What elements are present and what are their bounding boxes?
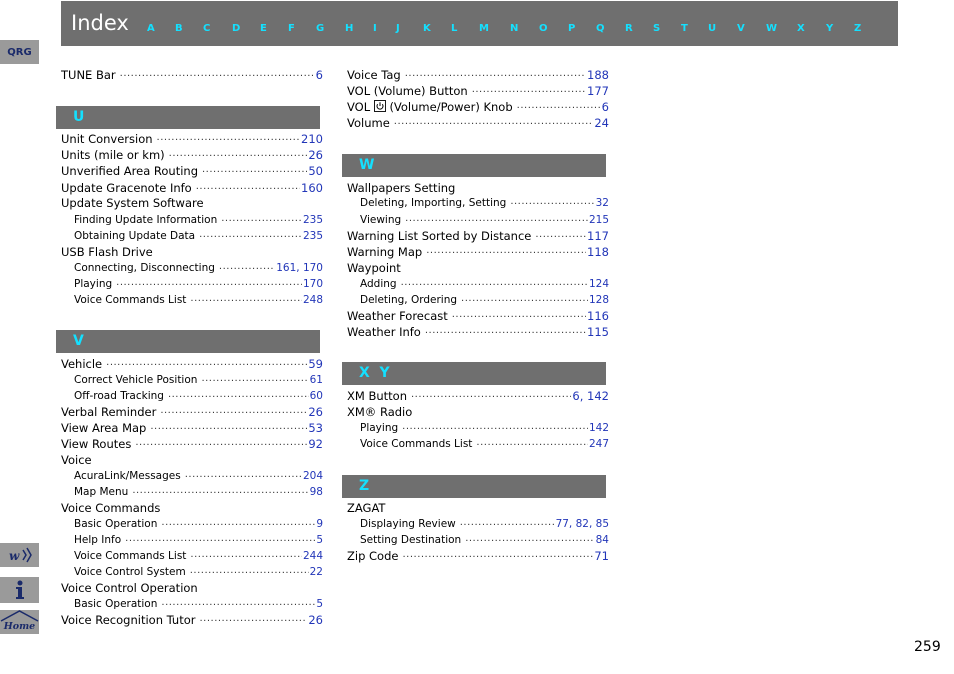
letter-link-u[interactable]: U xyxy=(708,23,717,34)
index-subentry[interactable]: Obtaining Update Data ..... 235 xyxy=(74,227,323,243)
info-icon xyxy=(13,580,27,600)
index-entry[interactable]: TUNE Bar ..... 6 xyxy=(61,66,323,82)
index-entry[interactable]: Voice Recognition Tutor ..... 26 xyxy=(61,611,323,627)
index-subentry[interactable]: Voice Commands List ..... 247 xyxy=(360,435,609,451)
index-subentry[interactable]: Viewing ..... 215 xyxy=(360,211,609,227)
qrg-label: QRG xyxy=(7,46,32,58)
letter-link-s[interactable]: S xyxy=(653,23,661,34)
letter-link-g[interactable]: G xyxy=(316,23,325,34)
letter-link-z[interactable]: Z xyxy=(854,23,862,34)
index-entry-group: Update System Software xyxy=(61,196,204,210)
index-entry[interactable]: Weather Info ..... 115 xyxy=(347,323,609,339)
letter-link-i[interactable]: I xyxy=(373,23,377,34)
index-subentry[interactable]: Playing ..... 170 xyxy=(74,275,323,291)
index-subentry[interactable]: Basic Operation ..... 9 xyxy=(74,515,323,531)
qrg-button[interactable] xyxy=(0,40,39,64)
index-entry[interactable]: View Area Map ..... 53 xyxy=(61,419,323,435)
index-entry[interactable]: XM Button ..... 6, 142 xyxy=(347,387,609,403)
index-entry[interactable]: Units (mile or km) ..... 26 xyxy=(61,146,323,162)
index-entry[interactable]: Warning List Sorted by Distance ..... 117 xyxy=(347,227,609,243)
index-entry-group: XM® Radio xyxy=(347,405,413,419)
index-entry[interactable]: Unverified Area Routing ..... 50 xyxy=(61,162,323,178)
info-button[interactable] xyxy=(0,577,39,603)
section-header-v: V xyxy=(56,330,320,353)
index-entry[interactable]: Warning Map ..... 118 xyxy=(347,243,609,259)
page-title: Index xyxy=(71,11,129,35)
index-subentry[interactable]: Deleting, Ordering ..... 128 xyxy=(360,291,609,307)
index-subentry[interactable]: Map Menu ..... 98 xyxy=(74,483,323,499)
index-entry[interactable]: Voice Tag ..... 188 xyxy=(347,66,609,82)
letter-link-q[interactable]: Q xyxy=(596,23,605,34)
letter-link-j[interactable]: J xyxy=(396,23,400,34)
letter-link-k[interactable]: K xyxy=(423,23,431,34)
index-entry-group: ZAGAT xyxy=(347,501,386,515)
index-entry[interactable]: Update Gracenote Info ..... 160 xyxy=(61,179,323,195)
letter-link-h[interactable]: H xyxy=(345,23,354,34)
page-number: 259 xyxy=(914,639,941,655)
index-subentry[interactable]: Connecting, Disconnecting ..... 161, 170 xyxy=(74,259,323,275)
index-subentry[interactable]: AcuraLink/Messages ..... 204 xyxy=(74,467,323,483)
letter-link-m[interactable]: M xyxy=(479,23,489,34)
section-header-z: Z xyxy=(342,475,606,498)
home-button[interactable] xyxy=(0,610,39,634)
section-header-xy: X Y xyxy=(342,362,606,385)
section-header-u: U xyxy=(56,106,320,129)
letter-link-f[interactable]: F xyxy=(288,23,295,34)
index-subentry[interactable]: Voice Control System ..... 22 xyxy=(74,563,323,579)
index-entry[interactable]: Unit Conversion ..... 210 xyxy=(61,130,323,146)
index-subentry[interactable]: Displaying Review ..... 77, 82, 85 xyxy=(360,515,609,531)
index-subentry[interactable]: Setting Destination ..... 84 xyxy=(360,531,609,547)
index-entry[interactable]: Vehicle ..... 59 xyxy=(61,355,323,371)
letter-link-x[interactable]: X xyxy=(797,23,805,34)
home-icon xyxy=(0,610,39,634)
letter-link-y[interactable]: Y xyxy=(826,23,834,34)
index-entry-group: Voice xyxy=(61,453,92,467)
letter-link-n[interactable]: N xyxy=(510,23,519,34)
index-subentry[interactable]: Voice Commands List ..... 244 xyxy=(74,547,323,563)
voice-command-icon xyxy=(7,546,33,564)
index-subentry[interactable]: Help Info ..... 5 xyxy=(74,531,323,547)
index-entry-group: Voice Commands xyxy=(61,501,161,515)
index-subentry[interactable]: Off-road Tracking ..... 60 xyxy=(74,387,323,403)
svg-text:w: w xyxy=(8,549,19,563)
index-subentry[interactable]: Voice Commands List ..... 248 xyxy=(74,291,323,307)
letter-link-w[interactable]: W xyxy=(766,23,778,34)
power-icon xyxy=(374,100,386,112)
voice-command-button[interactable] xyxy=(0,543,39,567)
index-entry-group: Voice Control Operation xyxy=(61,581,198,595)
index-entry-group: Waypoint xyxy=(347,261,401,275)
index-entry[interactable]: Volume ..... 24 xyxy=(347,114,609,130)
index-subentry[interactable]: Basic Operation ..... 5 xyxy=(74,595,323,611)
index-subentry[interactable]: Deleting, Importing, Setting ..... 32 xyxy=(360,194,609,210)
index-entry[interactable]: View Routes ..... 92 xyxy=(61,435,323,451)
letter-link-a[interactable]: A xyxy=(147,23,155,34)
index-entry[interactable]: VOL (Volume/Power) Knob ..... 6 xyxy=(347,98,609,114)
index-entry[interactable]: Weather Forecast ..... 116 xyxy=(347,307,609,323)
index-subentry[interactable]: Finding Update Information ..... 235 xyxy=(74,211,323,227)
index-subentry[interactable]: Playing ..... 142 xyxy=(360,419,609,435)
letter-link-c[interactable]: C xyxy=(203,23,211,34)
letter-link-t[interactable]: T xyxy=(681,23,688,34)
letter-link-b[interactable]: B xyxy=(175,23,183,34)
letter-link-d[interactable]: D xyxy=(232,23,241,34)
letter-link-p[interactable]: P xyxy=(568,23,576,34)
letter-link-o[interactable]: O xyxy=(539,23,548,34)
index-entry[interactable]: Zip Code ..... 71 xyxy=(347,547,609,563)
index-entry[interactable]: Verbal Reminder ..... 26 xyxy=(61,403,323,419)
index-entry-group: USB Flash Drive xyxy=(61,245,153,259)
alphabet-nav xyxy=(147,24,887,38)
index-subentry[interactable]: Correct Vehicle Position ..... 61 xyxy=(74,371,323,387)
index-subentry[interactable]: Adding ..... 124 xyxy=(360,275,609,291)
index-header xyxy=(61,1,898,46)
index-entry[interactable]: VOL (Volume) Button ..... 177 xyxy=(347,82,609,98)
section-header-w: W xyxy=(342,154,606,177)
letter-link-r[interactable]: R xyxy=(625,23,633,34)
index-entry-group: Wallpapers Setting xyxy=(347,181,456,195)
letter-link-v[interactable]: V xyxy=(737,23,745,34)
home-label: Home xyxy=(3,621,36,632)
letter-link-l[interactable]: L xyxy=(451,23,458,34)
letter-link-e[interactable]: E xyxy=(260,23,267,34)
